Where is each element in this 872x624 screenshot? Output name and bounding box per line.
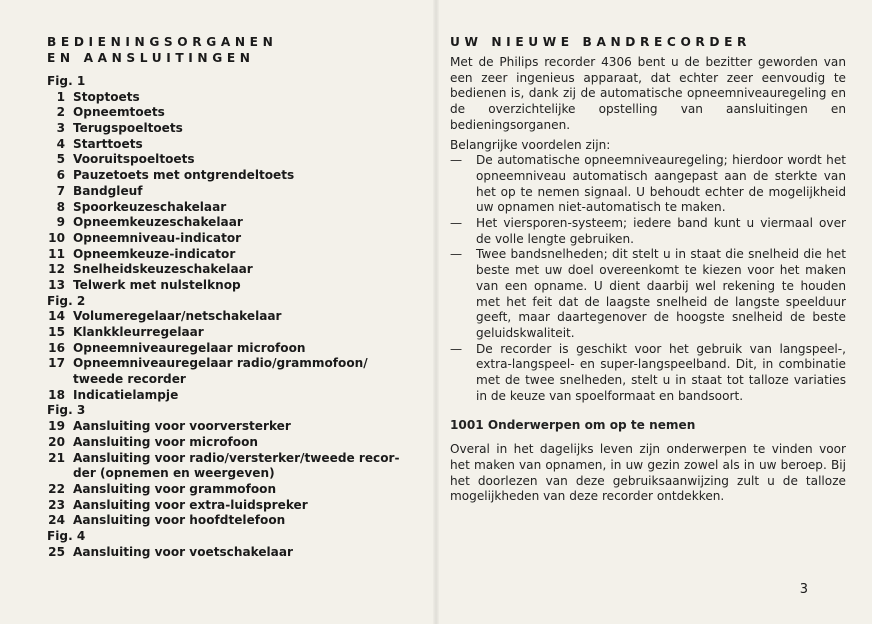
legend-label: Aansluiting voor grammofoon (73, 481, 277, 496)
legend-row (47, 451, 427, 467)
legend-row (47, 482, 427, 498)
intro-paragraph: Met de Philips recorder 4306 bent u de bezitter geworden van een zeer ingenieus apparaat, dat echter zeer eenvoudig te bedienen is, dank zij de automatische opneemniveauregeling en de overzichtelijke opstelling van aansluitingen en bedieningsorganen. (450, 55, 846, 132)
controls-legend-list (47, 74, 427, 560)
advantage-item (450, 216, 846, 247)
legend-row (47, 247, 427, 263)
advantage-text: De automatische opneemniveauregeling; hierdoor wordt het opneemniveau automatisch aangepast aan de sterkte van het op te nemen signaal. U behoudt echter de mogelijkheid uw opnamen niet-automatisch te maken. (476, 153, 846, 215)
legend-number: 12 (48, 262, 65, 277)
legend-number: 14 (48, 309, 65, 324)
legend-number: 5 (56, 152, 65, 167)
legend-label: Stoptoets (73, 89, 140, 104)
controls-heading-line1: BEDIENINGSORGANEN (47, 35, 278, 49)
legend-number: 11 (48, 246, 65, 261)
legend-label: Klankkleurregelaar (73, 325, 204, 339)
legend-label: Bandgleuf (73, 183, 143, 198)
legend-label: Aansluiting voor hoofdtelefoon (73, 513, 286, 528)
advantages-list (450, 153, 846, 404)
legend-number: 10 (48, 230, 65, 245)
advantage-item (450, 342, 846, 405)
figure-label-text: Fig. 3 (47, 403, 86, 418)
legend-number: 4 (56, 136, 65, 151)
figure-label (47, 294, 427, 310)
legend-row (47, 388, 427, 404)
legend-label: Aansluiting voor radio/versterker/tweede recor- (73, 450, 400, 465)
figure-label-text: Fig. 1 (47, 74, 86, 88)
legend-label: Vooruitspoeltoets (73, 152, 195, 167)
bullet-dash: — (450, 341, 463, 356)
legend-number: 23 (48, 497, 65, 512)
legend-row (47, 513, 427, 529)
legend-number: 17 (48, 356, 65, 371)
legend-label: Opneemniveauregelaar radio/grammofoon/ (73, 356, 368, 371)
advantages-label: Belangrijke voordelen zijn: (450, 137, 611, 152)
legend-number: 21 (48, 450, 65, 465)
legend-number: 13 (48, 277, 65, 292)
legend-number: 1 (56, 89, 65, 104)
legend-number: 24 (48, 513, 65, 528)
intro-body (450, 55, 846, 505)
legend-row (47, 200, 427, 216)
legend-number: 16 (48, 340, 65, 355)
legend-label: Opneemkeuzeschakelaar (73, 215, 243, 230)
legend-number: 18 (48, 387, 65, 402)
page-number: 3 (799, 582, 808, 597)
legend-row (47, 545, 427, 561)
legend-label: Opneemkeuze-indicator (73, 246, 236, 261)
figure-label (47, 74, 427, 90)
legend-label: Opneemtoets (73, 105, 165, 120)
legend-label: Aansluiting voor extra-luidspreker (73, 497, 308, 512)
legend-row (47, 215, 427, 231)
advantage-text: Twee bandsnelheden; dit stelt u in staat die snelheid die het beste met uw doel overeenkomt te kiezen voor het maken van een opname. U dient daarbij wel rekening te houden met het feit dat de laagste snelheid de langste speelduur geeft, maar daartegenover de hoogste snelheid de beste geluidskwaliteit. (476, 247, 846, 340)
legend-row (47, 121, 427, 137)
legend-row (47, 90, 427, 106)
legend-row (47, 137, 427, 153)
advantage-text: De recorder is geschikt voor het gebruik van langspeel-, extra-langspeel- en super-langspeelband. Dit, in combinatie met de twee snelheden, stelt u in staat tot talloze variaties in de keuze van spoelformaat en bandsoort. (476, 341, 846, 403)
closing-paragraph: Overal in het dagelijks leven zijn onderwerpen te vinden voor het maken van opnamen, in uw gezin zowel als in uw beroep. Bij het doorlezen van deze gebruiksaanwijzing zult u de talloze mogelijkheden van deze recorder ontdekken. (450, 442, 846, 504)
legend-label: Aansluiting voor microfoon (73, 434, 258, 449)
legend-label: Volumeregelaar/netschakelaar (73, 309, 282, 324)
legend-row (47, 278, 427, 294)
legend-row (47, 435, 427, 451)
legend-number: 20 (48, 434, 65, 449)
legend-row (47, 356, 427, 372)
legend-number: 6 (56, 168, 65, 183)
bullet-dash: — (450, 153, 463, 168)
legend-label: Terugspoeltoets (73, 121, 183, 136)
legend-row (47, 184, 427, 200)
intro-heading: UW NIEUWE BANDRECORDER (450, 35, 752, 49)
legend-row (47, 466, 427, 482)
bullet-dash: — (450, 247, 463, 262)
legend-number: 3 (56, 121, 65, 136)
legend-label: der (opnemen en weergeven) (73, 466, 275, 481)
legend-label: Starttoets (73, 136, 143, 151)
legend-number: 2 (56, 105, 65, 120)
legend-number: 19 (48, 419, 65, 434)
controls-heading (47, 34, 277, 66)
legend-row (47, 498, 427, 514)
legend-label: Pauzetoets met ontgrendeltoets (73, 168, 295, 183)
legend-row (47, 372, 427, 388)
legend-row (47, 262, 427, 278)
legend-label: Aansluiting voor voetschakelaar (73, 544, 293, 559)
legend-row (47, 231, 427, 247)
figure-label-text: Fig. 4 (47, 528, 86, 543)
legend-number: 7 (56, 183, 65, 198)
legend-label: Snelheidskeuzeschakelaar (73, 262, 253, 277)
legend-label: Opneemniveauregelaar microfoon (73, 340, 306, 355)
figure-label-text: Fig. 2 (47, 293, 86, 308)
subheading: 1001 Onderwerpen om op te nemen (450, 418, 696, 433)
legend-row (47, 419, 427, 435)
figure-label (47, 403, 427, 419)
legend-label: Aansluiting voor voorversterker (73, 419, 291, 434)
legend-label: tweede recorder (73, 372, 186, 387)
legend-label: Indicatielampje (73, 387, 179, 402)
legend-number: 25 (48, 544, 65, 559)
figure-label (47, 529, 427, 545)
legend-number: 9 (56, 215, 65, 230)
bullet-dash: — (450, 216, 463, 231)
advantage-item (450, 247, 846, 341)
legend-number: 8 (56, 199, 65, 214)
legend-label: Opneemniveau-indicator (73, 230, 242, 245)
controls-heading-line2: EN AANSLUITINGEN (47, 51, 255, 65)
advantage-item (450, 153, 846, 216)
legend-row (47, 309, 427, 325)
legend-number: 22 (48, 481, 65, 496)
right-page (436, 0, 872, 624)
legend-label: Telwerk met nulstelknop (73, 277, 241, 292)
legend-row (47, 152, 427, 168)
legend-row (47, 168, 427, 184)
legend-row (47, 325, 427, 341)
legend-number: 15 (48, 325, 65, 339)
legend-row (47, 105, 427, 121)
advantage-text: Het viersporen-systeem; iedere band kunt u viermaal over de volle lengte gebruiken. (476, 216, 846, 246)
legend-label: Spoorkeuzeschakelaar (73, 199, 227, 214)
legend-row (47, 341, 427, 357)
